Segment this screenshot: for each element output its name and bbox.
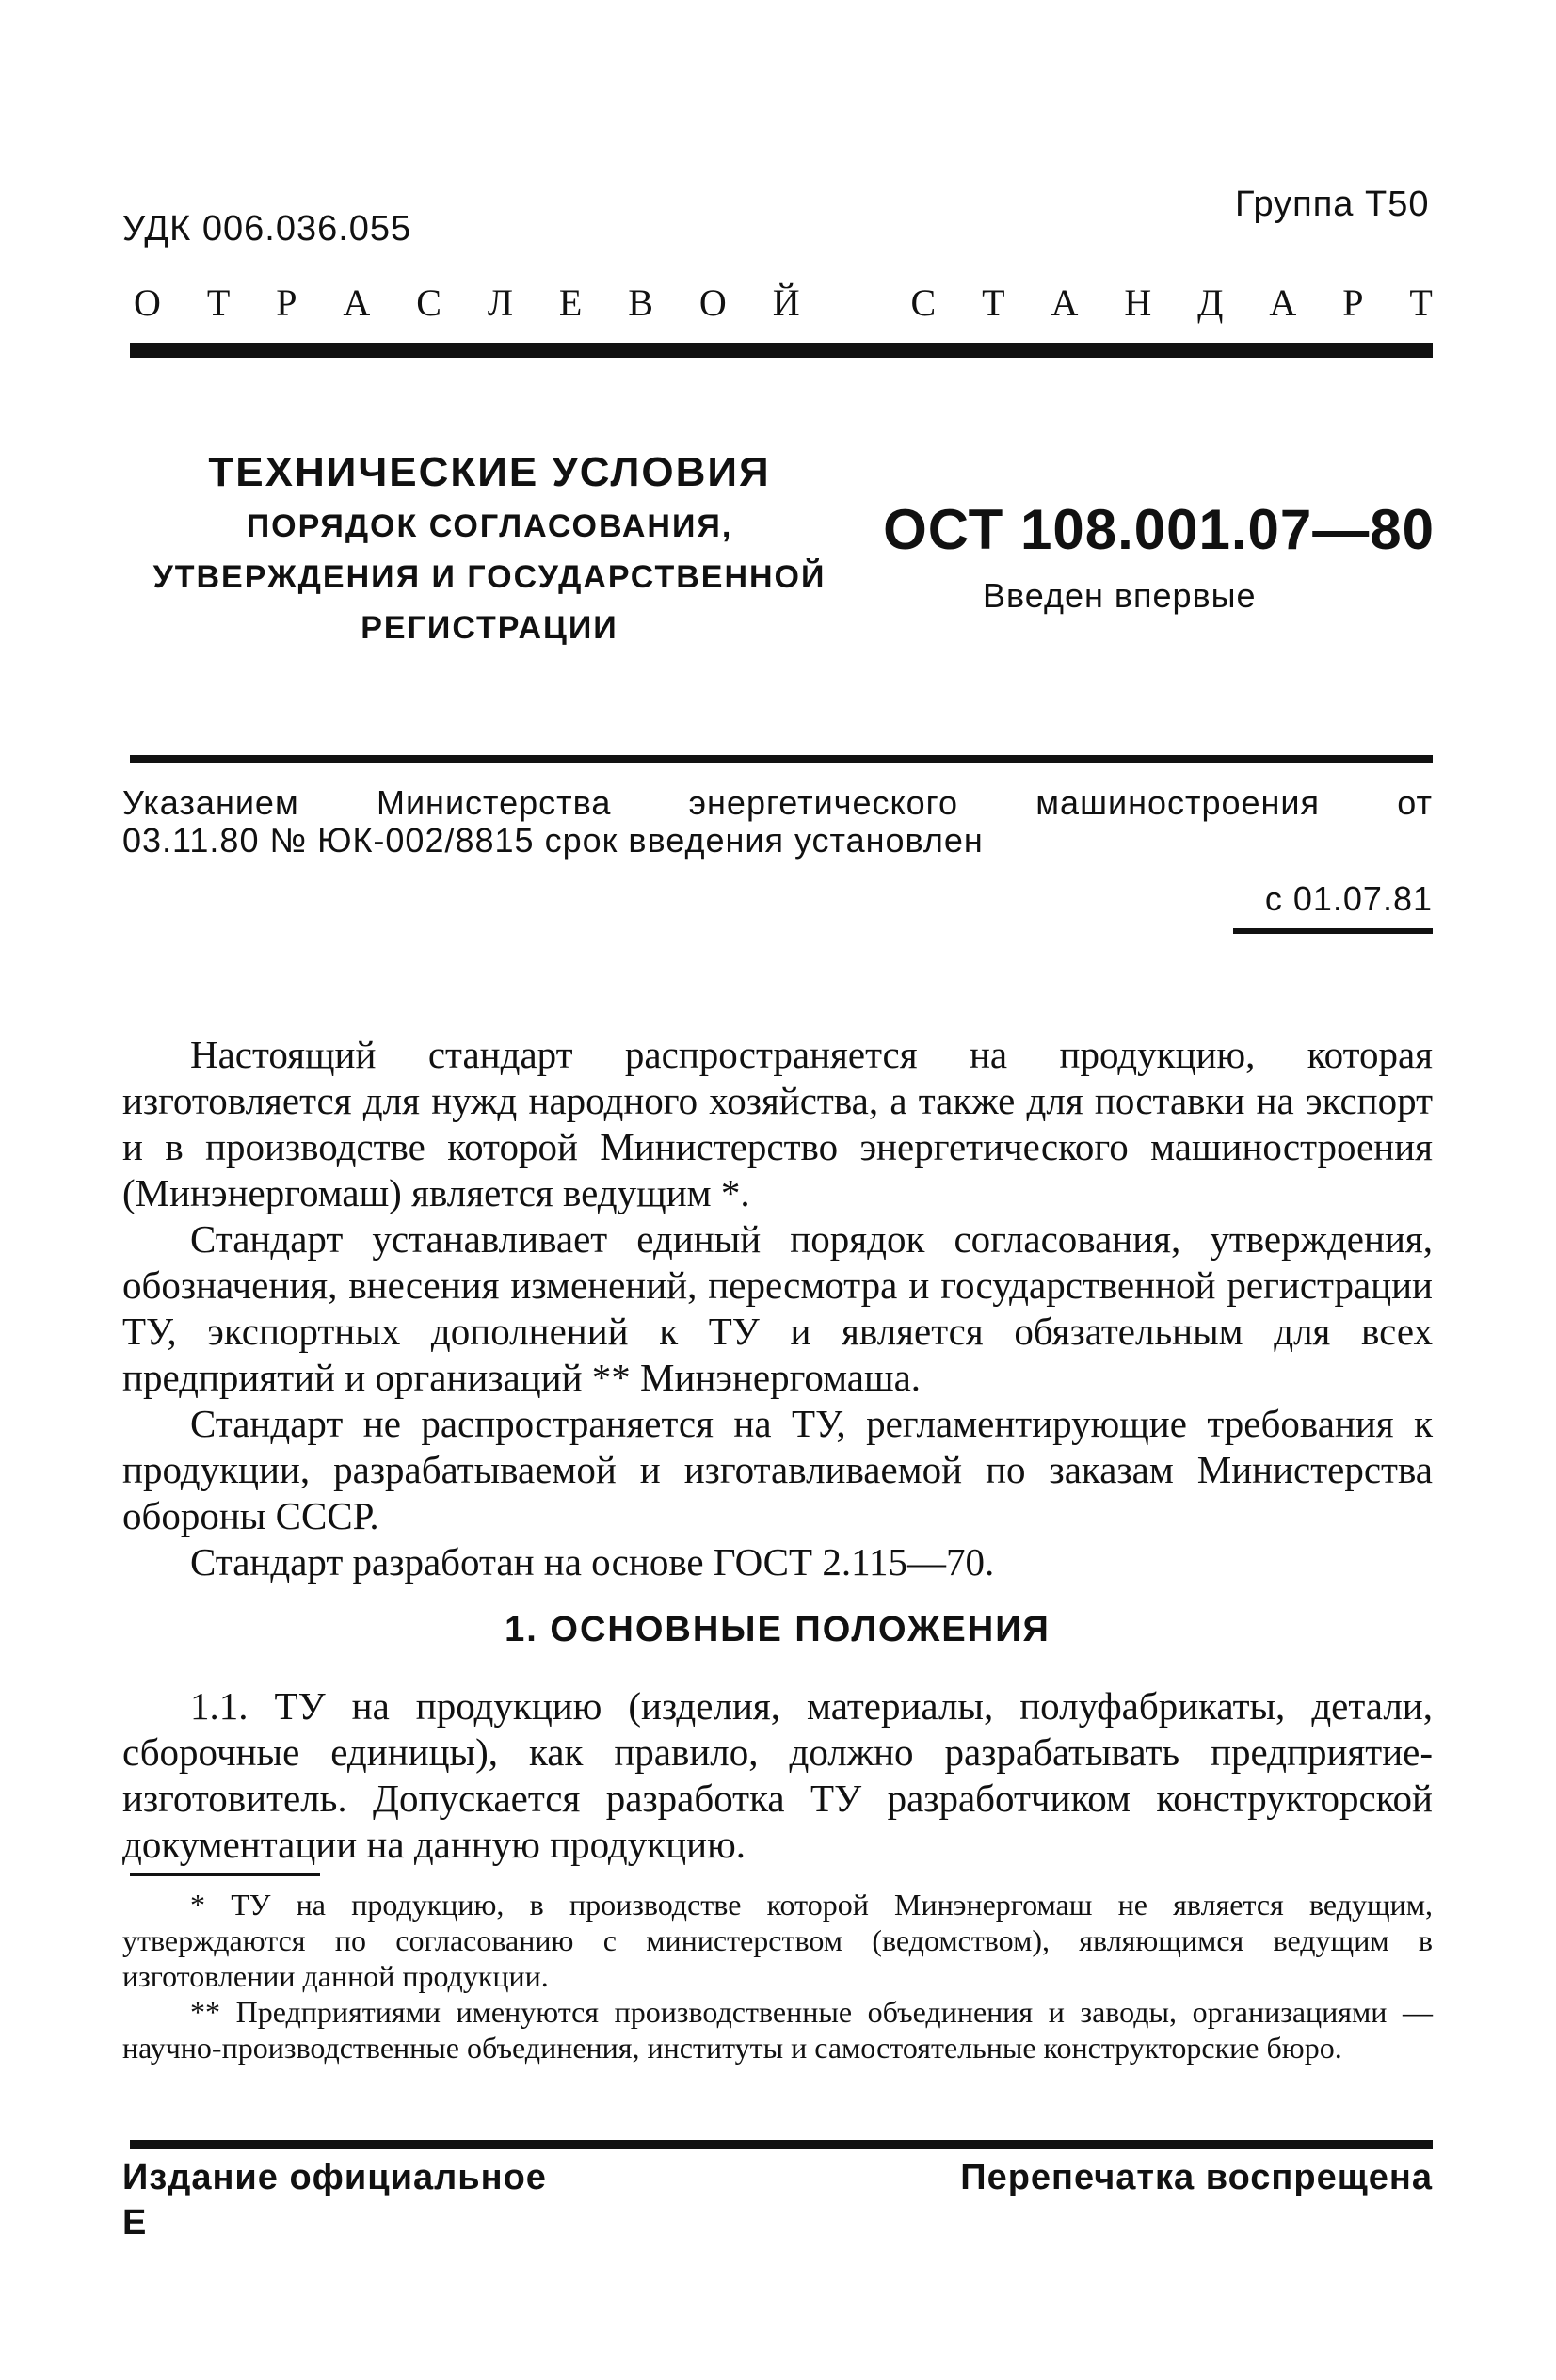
banner-letter: Т: [1409, 281, 1433, 324]
banner-letter: В: [628, 281, 653, 324]
title-block: [122, 444, 857, 653]
footer-rule: [130, 2140, 1433, 2149]
banner-letter: Р: [276, 281, 297, 324]
edition-note: Издание официальное: [122, 2158, 547, 2197]
paragraph: Стандарт разработан на основе ГОСТ 2.115—70.: [190, 1540, 995, 1584]
standard-code: ОСТ 108.001.07—80: [883, 498, 1435, 561]
directive-line-1: Указанием Министерства энергетического машиностроения от: [122, 783, 1433, 822]
banner-letter: А: [1051, 281, 1079, 324]
banner-letter: Д: [1197, 281, 1224, 324]
banner-letter: А: [343, 281, 371, 324]
banner-letter: О: [134, 281, 161, 324]
paragraph: 1.1. ТУ на продукцию (изделия, материалы, полуфабрикаты, детали, сборочные единицы), как правило, должно разрабатывать предприятие-изготовитель. Допускается разработка ТУ разработчиком конструкторской документации на данную продукцию.: [122, 1684, 1433, 1866]
banner-letter: Т: [982, 281, 1005, 324]
reprint-note: Перепечатка воспрещена: [960, 2158, 1433, 2197]
title-line-3: УТВЕРЖДЕНИЯ И ГОСУДАРСТВЕННОЙ: [152, 559, 826, 595]
date-underline: [1233, 928, 1433, 934]
banner-letter: Е: [558, 281, 583, 324]
banner-text-source: [0, 0, 1, 1]
banner-letter: Л: [487, 281, 513, 324]
banner-letter: С: [416, 281, 441, 324]
footnotes: [122, 1887, 1433, 2066]
banner-letter: О: [698, 281, 727, 324]
directive-line-2: 03.11.80 № ЮК-002/8815 срок введения установлен: [122, 821, 984, 860]
banner-rule: [130, 343, 1433, 358]
footnote: * ТУ на продукцию, в производстве которой Минэнергомаш не является ведущим, утверждаются по согласованию с министерством (ведомством), являющимся ведущим в изготовлении данной продукции.: [122, 1888, 1433, 1993]
banner-letter: Й: [772, 281, 800, 324]
title-line-4: РЕГИСТРАЦИИ: [361, 610, 618, 646]
section-title: 1. ОСНОВНЫЕ ПОЛОЖЕНИЯ: [505, 1610, 1051, 1649]
paragraph: Настоящий стандарт распространяется на продукцию, которая изготовляется для нужд народного хозяйства, а также для поставки на экспорт и в производстве которой Министерство энергетического машиностроения (Минэнергомаш) является ведущим *.: [122, 1033, 1433, 1214]
main-text: [122, 1032, 1433, 1585]
paragraph: Стандарт устанавливает единый порядок согласования, утверждения, обозначения, внесения изменений, пересмотра и государственной регистрации ТУ, экспортных дополнений к ТУ и является обязательным для всех предприятий и организаций ** Минэнергомаша.: [122, 1217, 1433, 1399]
introduced-note: Введен впервые: [983, 576, 1257, 615]
banner-letter: С: [910, 281, 937, 324]
banner-letter: А: [1269, 281, 1297, 324]
paragraph: Стандарт не распространяется на ТУ, регламентирующие требования к продукции, разрабатываемой и изготавливаемой по заказам Министерства обороны СССР.: [122, 1402, 1433, 1537]
banner-letter: Н: [1124, 281, 1152, 324]
edition-letter: Е: [122, 2203, 147, 2243]
section-text: [122, 1683, 1433, 1868]
title-line-2: ПОРЯДОК СОГЛАСОВАНИЯ,: [246, 508, 733, 544]
title-rule: [130, 755, 1433, 763]
footnote: ** Предприятиями именуются производственные объединения и заводы, организациями — научно-производственные объединения, институты и самостоятельные конструкторские бюро.: [122, 1995, 1433, 2065]
title-line-1: ТЕХНИЧЕСКИЕ УСЛОВИЯ: [208, 449, 771, 495]
banner-letter: Р: [1342, 281, 1364, 324]
footnote-separator: [130, 1873, 320, 1876]
directive-date: с 01.07.81: [1264, 879, 1433, 918]
banner-letter: Т: [206, 281, 231, 324]
banner-title: [134, 281, 1433, 325]
udk-code: УДК 006.036.055: [122, 209, 412, 249]
group-code: Группа Т50: [1235, 185, 1430, 224]
